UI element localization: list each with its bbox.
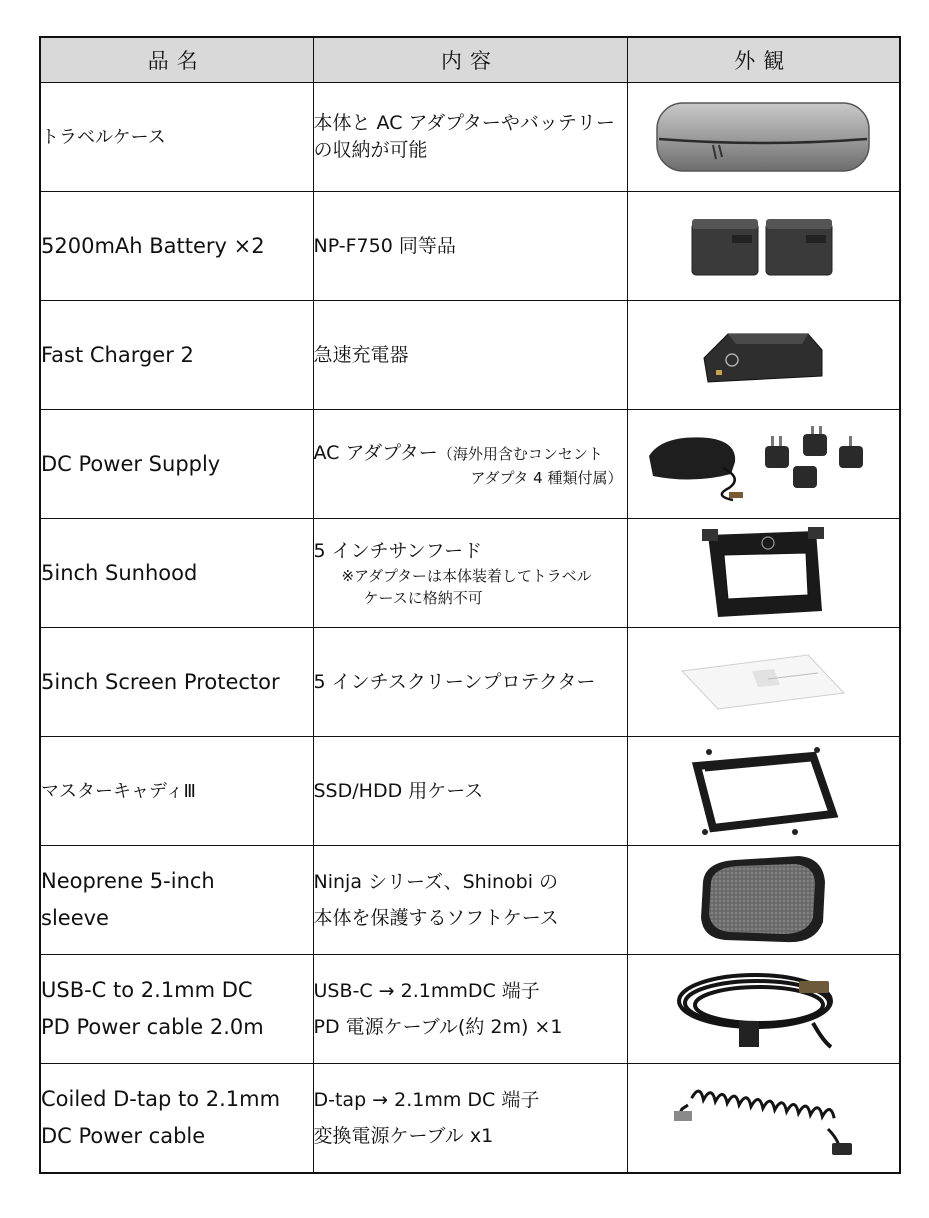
item-image-cell bbox=[627, 1064, 900, 1174]
item-name: マスターキャディⅢ bbox=[40, 737, 313, 846]
item-image-cell bbox=[627, 410, 900, 519]
item-name: トラベルケース bbox=[40, 83, 313, 192]
item-name: 5inch Sunhood bbox=[40, 519, 313, 628]
item-name-2: DC Power cable bbox=[41, 1124, 206, 1148]
battery-pair-image bbox=[688, 213, 838, 279]
table-row bbox=[40, 1064, 900, 1174]
item-content-2: PD 電源ケーブル(約 2m) ×1 bbox=[313, 1016, 563, 1038]
item-name-2: sleeve bbox=[41, 906, 109, 930]
item-content-cell bbox=[313, 410, 627, 519]
item-name: Coiled D-tap to 2.1mm bbox=[41, 1087, 281, 1111]
item-content-2: 変換電源ケーブル x1 bbox=[313, 1125, 494, 1147]
item-content-cell bbox=[313, 1064, 627, 1174]
header-content: 内容 bbox=[313, 37, 627, 83]
sunhood-image bbox=[698, 525, 828, 621]
item-name: 5200mAh Battery ×2 bbox=[40, 192, 313, 301]
item-note: ※アダプターは本体装着してトラベル bbox=[341, 566, 592, 585]
neoprene-sleeve-image bbox=[695, 852, 831, 948]
item-image-cell bbox=[627, 301, 900, 410]
item-image-cell bbox=[627, 846, 900, 955]
item-content: 本体と AC アダプターやバッテリーの収納が可能 bbox=[313, 83, 627, 192]
item-name: 5inch Screen Protector bbox=[40, 628, 313, 737]
item-name-cell bbox=[40, 846, 313, 955]
item-name: USB-C to 2.1mm DC bbox=[41, 978, 253, 1002]
usbc-cable-image bbox=[673, 963, 853, 1055]
table-row bbox=[40, 410, 900, 519]
item-content-cell bbox=[313, 519, 627, 628]
item-name: Fast Charger 2 bbox=[40, 301, 313, 410]
item-content-2: 本体を保護するソフトケース bbox=[313, 907, 559, 929]
item-name-2: PD Power cable 2.0m bbox=[41, 1015, 264, 1039]
travel-case-image bbox=[653, 95, 873, 179]
item-image-cell bbox=[627, 519, 900, 628]
item-content-cell bbox=[313, 846, 627, 955]
table-row bbox=[40, 737, 900, 846]
item-image-cell bbox=[627, 955, 900, 1064]
item-image-cell bbox=[627, 628, 900, 737]
header-name: 品名 bbox=[40, 37, 313, 83]
screen-protector-image bbox=[678, 651, 848, 713]
item-image-cell bbox=[627, 192, 900, 301]
item-image-cell bbox=[627, 737, 900, 846]
item-content: 5 インチスクリーンプロテクター bbox=[313, 628, 627, 737]
item-content: USB-C → 2.1mmDC 端子 bbox=[313, 980, 540, 1002]
item-note: （海外用含むコンセント bbox=[437, 444, 603, 463]
item-image-cell bbox=[627, 83, 900, 192]
item-content: D-tap → 2.1mm DC 端子 bbox=[313, 1089, 540, 1111]
item-content: Ninja シリーズ、Shinobi の bbox=[313, 871, 559, 893]
item-note-2: ケースに格納不可 bbox=[363, 588, 483, 607]
table-row bbox=[40, 628, 900, 737]
item-content: 5 インチサンフード bbox=[313, 539, 483, 562]
table-row bbox=[40, 301, 900, 410]
header-appearance: 外観 bbox=[627, 37, 900, 83]
charger-image bbox=[698, 318, 828, 392]
table-row bbox=[40, 519, 900, 628]
master-caddy-image bbox=[683, 746, 843, 836]
item-name-cell bbox=[40, 955, 313, 1064]
item-content: NP-F750 同等品 bbox=[313, 192, 627, 301]
accessories-table bbox=[39, 36, 901, 1174]
item-content: SSD/HDD 用ケース bbox=[313, 737, 627, 846]
item-content: 急速充電器 bbox=[313, 301, 627, 410]
item-name: DC Power Supply bbox=[40, 410, 313, 519]
header-row bbox=[40, 37, 900, 83]
item-name-cell bbox=[40, 1064, 313, 1174]
item-note-2: アダプタ 4 種類付属） bbox=[470, 468, 623, 487]
coiled-cable-image bbox=[668, 1075, 858, 1161]
table-row bbox=[40, 955, 900, 1064]
table-row bbox=[40, 846, 900, 955]
power-supply-image bbox=[643, 422, 883, 506]
table-row bbox=[40, 83, 900, 192]
item-content: AC アダプター bbox=[313, 441, 438, 464]
table-row bbox=[40, 192, 900, 301]
item-name: Neoprene 5-inch bbox=[41, 869, 215, 893]
item-content-cell bbox=[313, 955, 627, 1064]
